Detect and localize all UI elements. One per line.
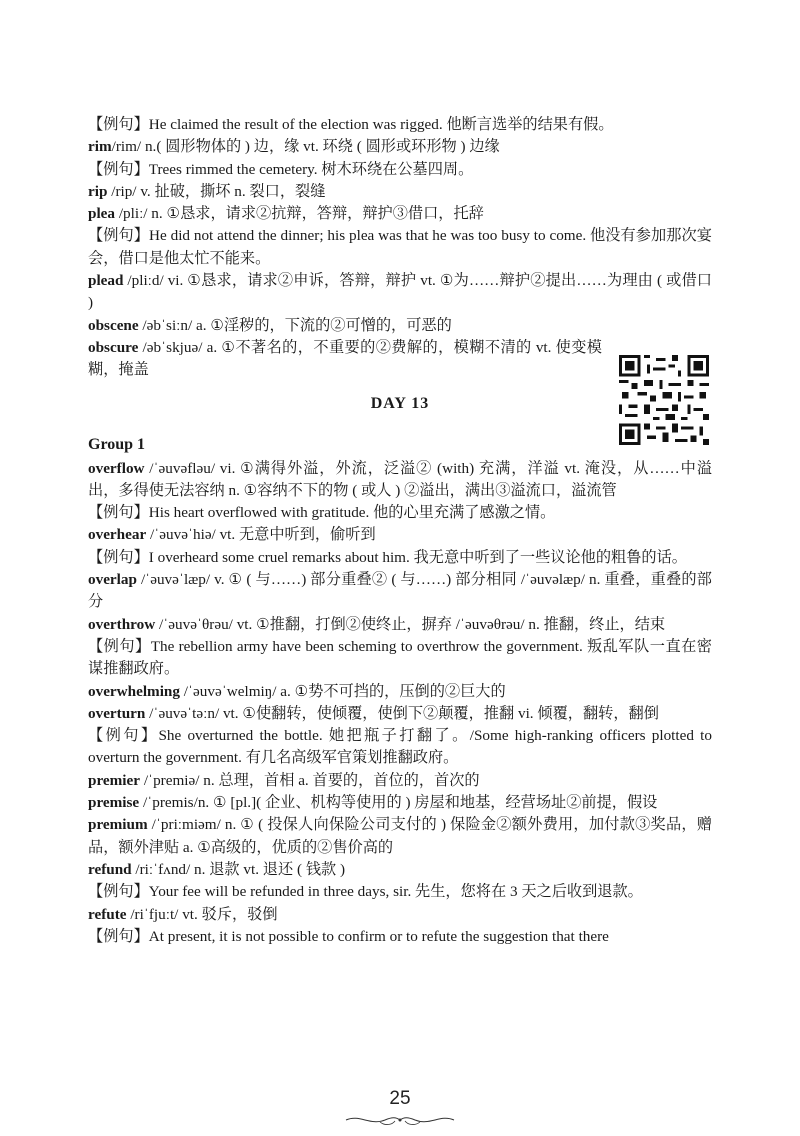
entry-rim: [88, 136, 712, 158]
entry-plead: [88, 270, 712, 315]
example-line: 【例句】Your fee will be refunded in three days, sir. 先生，您将在 3 天之后收到退款。: [88, 883, 643, 901]
headword: rip: [88, 182, 108, 200]
entry-text: /ˈəuvəˈlæp/ v. ① ( 与……) 部分重叠② ( 与……) 部分相同 /ˈəuvəlæp/ n. 重叠，重叠的部分: [88, 571, 712, 611]
entry-text: /ˈəuvəfləu/ vi. ①满得外溢，外流，泛溢② (with) 充满，洋溢 vt. 淹没，从……中溢出，多得使无法容纳 n. ①容纳不下的物 ( 或人 ) ②溢出，满出③溢流口，溢流管: [88, 459, 712, 499]
page-number: 25: [389, 1088, 411, 1109]
ornament-icon: [340, 1112, 460, 1128]
entry-text: /ˈəuvəˈhiə/ vt. 无意中听到，偷听到: [146, 526, 376, 544]
headword: overlap: [88, 571, 137, 589]
entry-text: /rim/ n.( 圆形物体的 ) 边，缘 vt. 环绕 ( 圆形或环形物 ) 边缘: [111, 138, 500, 156]
headword: overwhelming: [88, 682, 180, 700]
example-line: 【例句】I overheard some cruel remarks about him. 我无意中听到了一些议论他的粗鲁的话。: [88, 548, 687, 566]
entry-text: /pliːd/ vi. ①恳求，请求②申诉，答辩，辩护 vt. ①为……辩护②提出……为理由 ( 或借口 ): [88, 272, 712, 312]
headword: plead: [88, 272, 124, 290]
entry-text: /rip/ v. 扯破，撕坏 n. 裂口，裂缝: [107, 182, 326, 200]
headword: premium: [88, 816, 148, 834]
entry-overturn: [88, 703, 712, 725]
entry-refute: [88, 904, 712, 926]
day-title: DAY 13: [370, 394, 430, 412]
headword: obscure: [88, 338, 139, 356]
group-title: Group 1: [88, 435, 146, 453]
headword: overthrow: [88, 615, 156, 633]
page-content: [88, 114, 712, 948]
headword: premier: [88, 771, 141, 789]
entry-overthrow: [88, 614, 712, 636]
entry-text: /ˈpremiə/ n. 总理，首相 a. 首要的，首位的，首次的: [140, 771, 480, 789]
entry-text: /ˈpremis/n. ① [pl.]( 企业、机构等使用的 ) 房屋和地基，经营场址②前提，假设: [139, 794, 658, 812]
entry-overhear: [88, 524, 712, 546]
headword: refute: [88, 905, 127, 923]
entry-refund: [88, 859, 712, 881]
example-line: 【例句】His heart overflowed with gratitude. 他的心里充满了感激之情。: [88, 504, 556, 522]
entry-plea: [88, 203, 712, 225]
entry-text: /ˈpriːmiəm/ n. ① ( 投保人向保险公司支付的 ) 保险金②额外费用，加付款③奖品，赠品，额外津贴 a. ①高级的，优质的②售价高的: [88, 816, 712, 856]
entry-premium: [88, 814, 712, 859]
entry-text: /pliː/ n. ①恳求，请求②抗辩，答辩，辩护③借口，托辞: [115, 205, 484, 223]
entry-premier: [88, 770, 712, 792]
entry-overflow: [88, 458, 712, 503]
entry-text: /riːˈfʌnd/ n. 退款 vt. 退还 ( 钱款 ): [131, 860, 346, 878]
headword: plea: [88, 205, 116, 223]
entry-text: /əbˈsiːn/ a. ①淫秽的，下流的②可憎的，可恶的: [138, 316, 452, 334]
headword: refund: [88, 860, 132, 878]
headword: overhear: [88, 526, 147, 544]
headword: overflow: [88, 459, 145, 477]
example-line: 【例句】The rebellion army have been scheming to overthrow the government. 叛乱军队一直在密谋推翻政府。: [88, 637, 712, 678]
headword: obscene: [88, 316, 139, 334]
example-line: 【例句】She overturned the bottle. 她把瓶子打翻了。/Some high-ranking officers plotted to overturn the government. 有几名高级军官策划推翻政府。: [88, 727, 712, 767]
headword: overturn: [88, 704, 146, 722]
entry-text: /riˈfjuːt/ vt. 驳斥，驳倒: [126, 905, 278, 923]
example-plea: 【例句】He did not attend the dinner; his plea was that he was too busy to come. 他没有参加那次宴会，借口是他太忙不能来。: [88, 227, 712, 267]
entry-text: /ˈəuvəˈtəːn/ vt. ①使翻转，使倾覆，使倒下②颠覆，推翻 vi. 倾覆，翻转，翻倒: [145, 704, 659, 722]
entry-premise: [88, 792, 712, 814]
entry-text: /ˈəuvəˈwelmiŋ/ a. ①势不可挡的，压倒的②巨大的: [179, 682, 506, 700]
entry-text: /əbˈskjuə/ a. ①不著名的，不重要的②费解的，模糊不清的 vt. 使变模糊，掩盖: [88, 338, 602, 379]
qr-code-icon[interactable]: [619, 355, 709, 445]
example-line: 【例句】Trees rimmed the cemetery. 树木环绕在公墓四周。: [88, 160, 474, 178]
example-line: 【例句】He claimed the result of the election was rigged. 他断言选举的结果有假。: [88, 116, 614, 133]
entry-overlap: [88, 569, 712, 614]
entry-list: [88, 458, 712, 949]
entry-rip: [88, 181, 712, 203]
headword: premise: [88, 794, 140, 812]
headword: rim: [88, 138, 112, 156]
example-line: 【例句】At present, it is not possible to confirm or to refute the suggestion that there: [88, 927, 609, 945]
entry-text: /ˈəuvəˈθrəu/ vt. ①推翻，打倒②使终止，摒弃 /ˈəuvəθrəu/ n. 推翻，终止，结束: [155, 615, 666, 633]
entry-overwhelming: [88, 681, 712, 703]
entry-obscene: [88, 315, 712, 337]
